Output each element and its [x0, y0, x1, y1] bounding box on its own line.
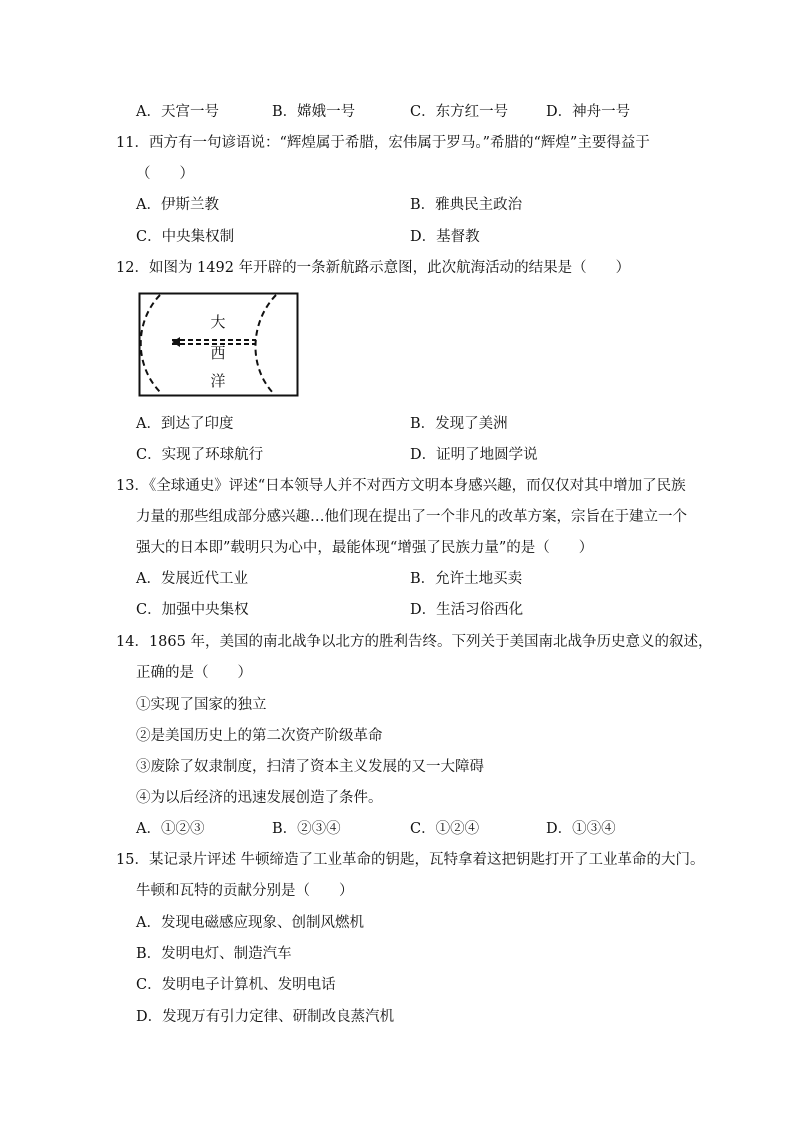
q14-item-1: ①实现了国家的独立: [136, 697, 267, 713]
q13-option-a: A．发展近代工业: [136, 571, 248, 587]
q10-option-d: D．神舟一号: [546, 104, 631, 120]
q11-option-b: B．雅典民主政治: [410, 197, 523, 213]
q14-item-3: ③废除了奴隶制度，扫清了资本主义发展的又一大障碍: [136, 759, 484, 775]
q15-option-c: C．发明电子计算机、发明电话: [136, 977, 336, 993]
q15-option-d: D．发现万有引力定律、研制改良蒸汽机: [136, 1009, 395, 1025]
q12-option-c: C．实现了环球航行: [136, 447, 264, 463]
q11-stem-line1: 11．西方有一句谚语说：“辉煌属于希腊，宏伟属于罗马。”希腊的“辉煌”主要得益于: [116, 135, 650, 151]
q13-option-b: B．允许土地买卖: [410, 571, 523, 587]
map-label-yang: 洋: [210, 372, 226, 390]
q15-stem-line2: 牛顿和瓦特的贡献分别是（ ）: [136, 883, 354, 899]
q10-option-b: B．嫦娥一号: [272, 104, 356, 120]
q13-option-d: D．生活习俗西化: [410, 602, 524, 618]
q10-option-a: A．天宫一号: [136, 104, 219, 120]
map-label-da: 大: [210, 313, 226, 331]
q13-stem-line1: 13．《全球通史》评述“日本领导人并不对西方文明本身感兴趣，而仅仅对其中增加了民族: [116, 478, 686, 494]
q13-stem-line3: 强大的日本即”载明只为心中，最能体现“增强了民族力量”的是（ ）: [136, 540, 594, 556]
q13-option-c: C．加强中央集权: [136, 602, 249, 618]
q14-item-2: ②是美国历史上的第二次资产阶级革命: [136, 728, 383, 744]
q15-option-b: B．发明电灯、制造汽车: [136, 946, 292, 962]
q13-stem-line2: 力量的那些组成部分感兴趣…他们现在提出了一个非凡的改革方案，宗旨在于建立一个: [136, 509, 687, 525]
q12-stem: 12．如图为 1492 年开辟的一条新航路示意图，此次航海活动的结果是（ ）: [116, 260, 631, 276]
q11-option-a: A．伊斯兰教: [136, 197, 219, 213]
q11-stem-line2: （ ）: [136, 166, 194, 182]
q15-option-a: A．发现电磁感应现象、创制风燃机: [136, 915, 364, 931]
q14-stem-line2: 正确的是（ ）: [136, 665, 252, 681]
new-route-map: [138, 292, 300, 398]
q14-option-a: A．①②③: [136, 821, 205, 837]
q11-option-c: C．中央集权制: [136, 229, 235, 245]
q10-option-c: C．东方红一号: [410, 104, 509, 120]
q14-option-b: B．②③④: [272, 821, 341, 837]
q12-option-b: B．发现了美洲: [410, 416, 508, 432]
q14-option-c: C．①②④: [410, 821, 480, 837]
q14-option-d: D．①③④: [546, 821, 616, 837]
q15-stem-line1: 15．某记录片评述 牛顿缔造了工业革命的钥匙，瓦特拿着这把钥匙打开了工业革命的大门。: [116, 852, 705, 868]
q12-option-a: A．到达了印度: [136, 416, 234, 432]
q11-option-d: D．基督教: [410, 229, 480, 245]
q12-option-d: D．证明了地圆学说: [410, 447, 538, 463]
q14-item-4: ④为以后经济的迅速发展创造了条件。: [136, 790, 383, 806]
map-label-xi: 西: [210, 344, 226, 362]
q14-stem-line1: 14．1865 年，美国的南北战争以北方的胜利告终。下列关于美国南北战争历史意义的叙述，: [116, 634, 713, 650]
